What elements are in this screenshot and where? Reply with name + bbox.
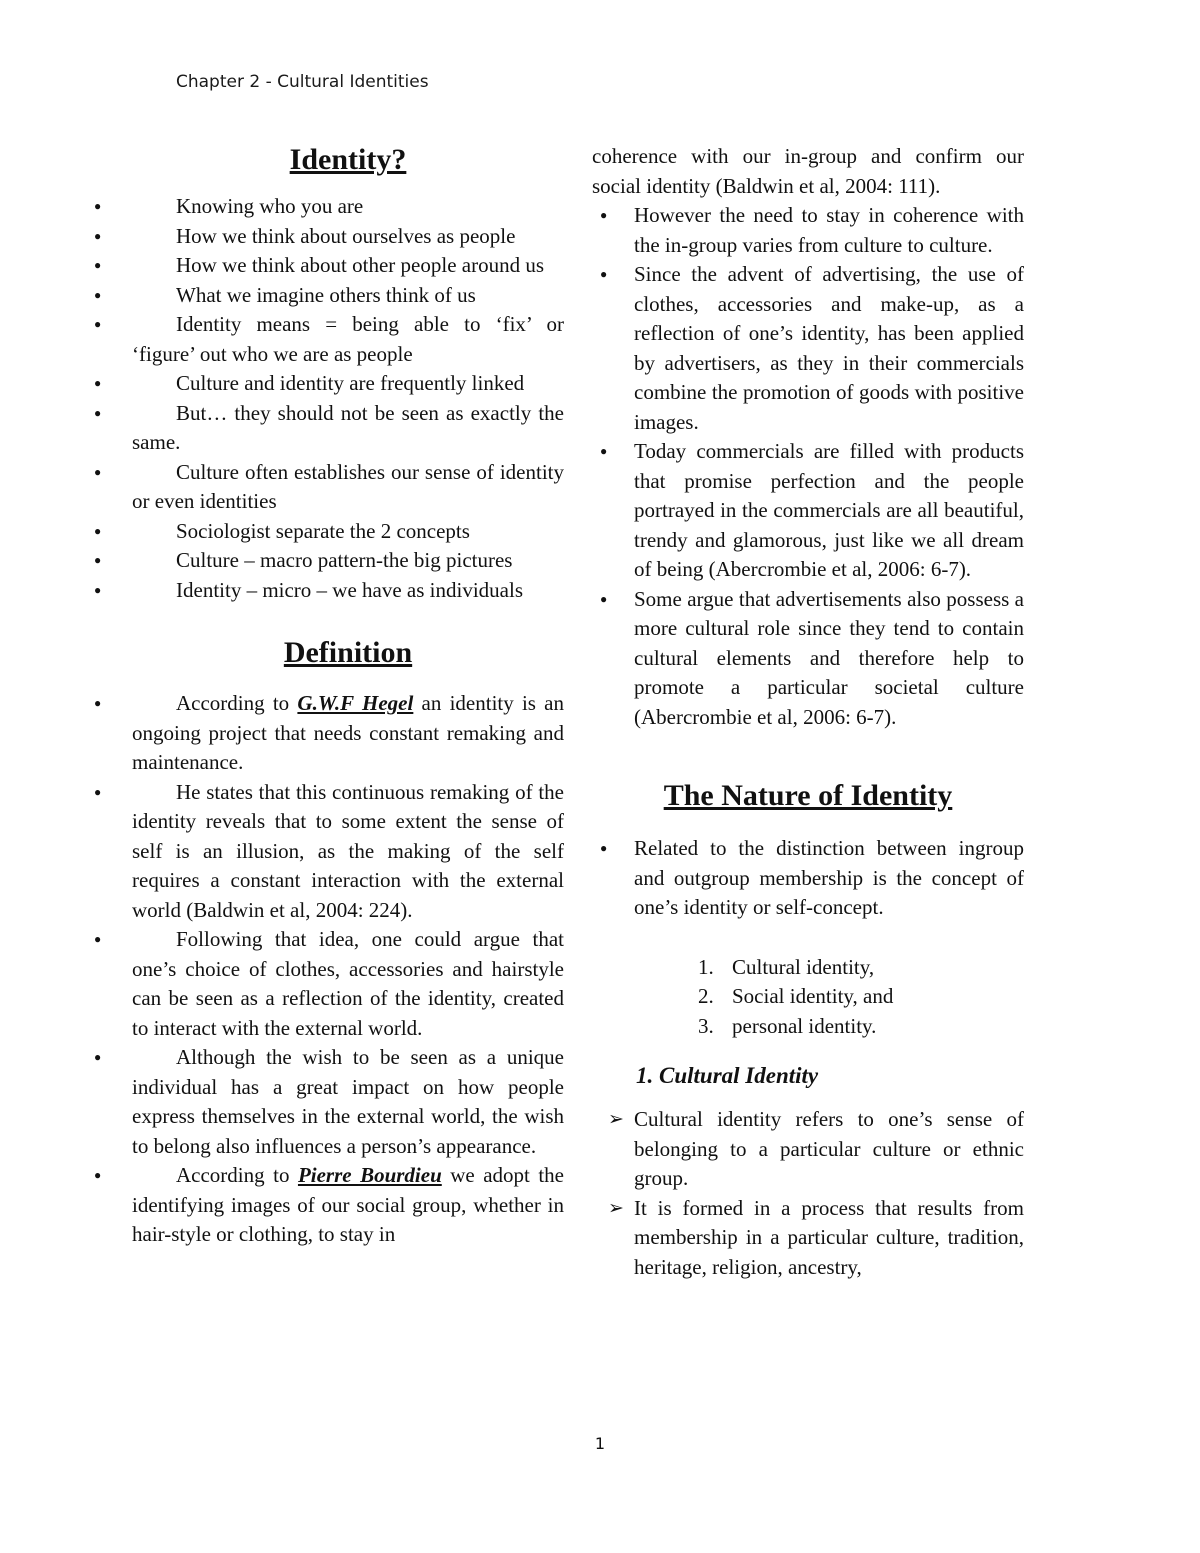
def5-after: we adopt the identifying images of our social group, whether in hair-style or clothing, to stay in (132, 1163, 565, 1246)
list-item (592, 1012, 1024, 1042)
list-text: personal identity. (732, 1013, 877, 1038)
identity-list (132, 192, 564, 605)
list-item: ● Culture – macro pattern-the big pictures (132, 546, 564, 576)
def1-after: an identity is an ongoing project that needs constant remaking and maintenance. (132, 691, 564, 774)
list-item: ● How we think about other people around us (132, 251, 564, 281)
left-column (132, 140, 564, 1250)
list-item: ● Sociologist separate the 2 concepts (132, 517, 564, 547)
heading-definition: Definition (283, 636, 413, 669)
list-text: Social identity, and (732, 984, 894, 1008)
list-item: ● Culture and identity are frequently linked (132, 369, 564, 399)
heading-nature-of-identity: The Nature of Identity (663, 779, 953, 812)
list-item: ● Identity means = being able to ‘fix’ or ‘figure’ out who we are as people (132, 310, 564, 369)
list-item: ● Knowing who you are (132, 192, 564, 222)
def1-before: According to (176, 691, 298, 715)
list-number: 2. (698, 984, 714, 1008)
bourdieu-name: Pierre Bourdieu (297, 1163, 442, 1187)
list-item: ● He states that this continuous remaking of the identity reveals that to some extent the sense of self is an illusion, as the making of the self requires a constant interaction with the external world (Baldwin et al, 2004: 224). (132, 778, 564, 926)
definition-list (132, 689, 564, 1250)
list-item: ● Some argue that advertisements also possess a more cultural role since they tend to contain cultural elements and therefore help to promote a particular societal culture (Abercrombie et al, 2006: 6-7). (592, 585, 1024, 733)
cultural-identity-list (592, 1105, 1024, 1282)
subheading-cultural-identity: 1. Cultural Identity (636, 1063, 819, 1088)
page-number: 1 (594, 1434, 606, 1453)
list-item: ● What we imagine others think of us (132, 281, 564, 311)
def5-before: According to (176, 1163, 298, 1187)
list-item: ● However the need to stay in coherence with the in-group varies from culture to culture. (592, 201, 1024, 260)
right-column (592, 142, 1024, 1282)
list-number: 3. (698, 1013, 714, 1038)
list-text: Cultural identity, (732, 954, 875, 979)
nature-list (592, 834, 1024, 923)
list-number: 1. (698, 954, 714, 979)
list-item: ● Since the advent of advertising, the use of clothes, accessories and make-up, as a reflection of one’s identity, has been applied by advertisers, as they in their commercials combine the promotion of goods with positive images. (592, 260, 1024, 437)
list-item: ● Culture often establishes our sense of identity or even identities (132, 458, 564, 517)
advertising-list (592, 201, 1024, 732)
continuation-text: coherence with our in-group and confirm our social identity (Baldwin et al, 2004: 111). (592, 144, 1024, 198)
list-item: ● Related to the distinction between ingroup and outgroup membership is the concept of one’s identity or self-concept. (592, 834, 1024, 923)
identity-types-list (592, 953, 1024, 1042)
hegel-name: G.W.F Hegel (297, 691, 414, 715)
list-item: ● Although the wish to be seen as a unique individual has a great impact on how people express themselves in the external world, the wish to belong also influences a person’s appearance. (132, 1043, 564, 1161)
list-item: ➢ It is formed in a process that results from membership in a particular culture, tradition, heritage, religion, ancestry, (592, 1194, 1024, 1283)
list-item: ● How we think about ourselves as people (132, 222, 564, 252)
list-item (592, 953, 1024, 983)
heading-identity: Identity? (289, 143, 407, 176)
page-header: Chapter 2 - Cultural Identities (176, 72, 429, 92)
list-item: ● But… they should not be seen as exactly the same. (132, 399, 564, 458)
list-item: ● Identity – micro – we have as individuals (132, 576, 564, 606)
list-item (592, 982, 1024, 1012)
list-item (132, 1161, 564, 1250)
list-item: ● Following that idea, one could argue that one’s choice of clothes, accessories and hairstyle can be seen as a reflection of the identity, created to interact with the external world. (132, 925, 564, 1043)
list-item: ➢ Cultural identity refers to one’s sense of belonging to a particular culture or ethnic group. (592, 1105, 1024, 1194)
list-item (132, 689, 564, 778)
list-item: ● Today commercials are filled with products that promise perfection and the people portrayed in the commercials are all beautiful, trendy and glamorous, just like we all dream of being (Abercrombie et al, 2006: 6-7). (592, 437, 1024, 585)
